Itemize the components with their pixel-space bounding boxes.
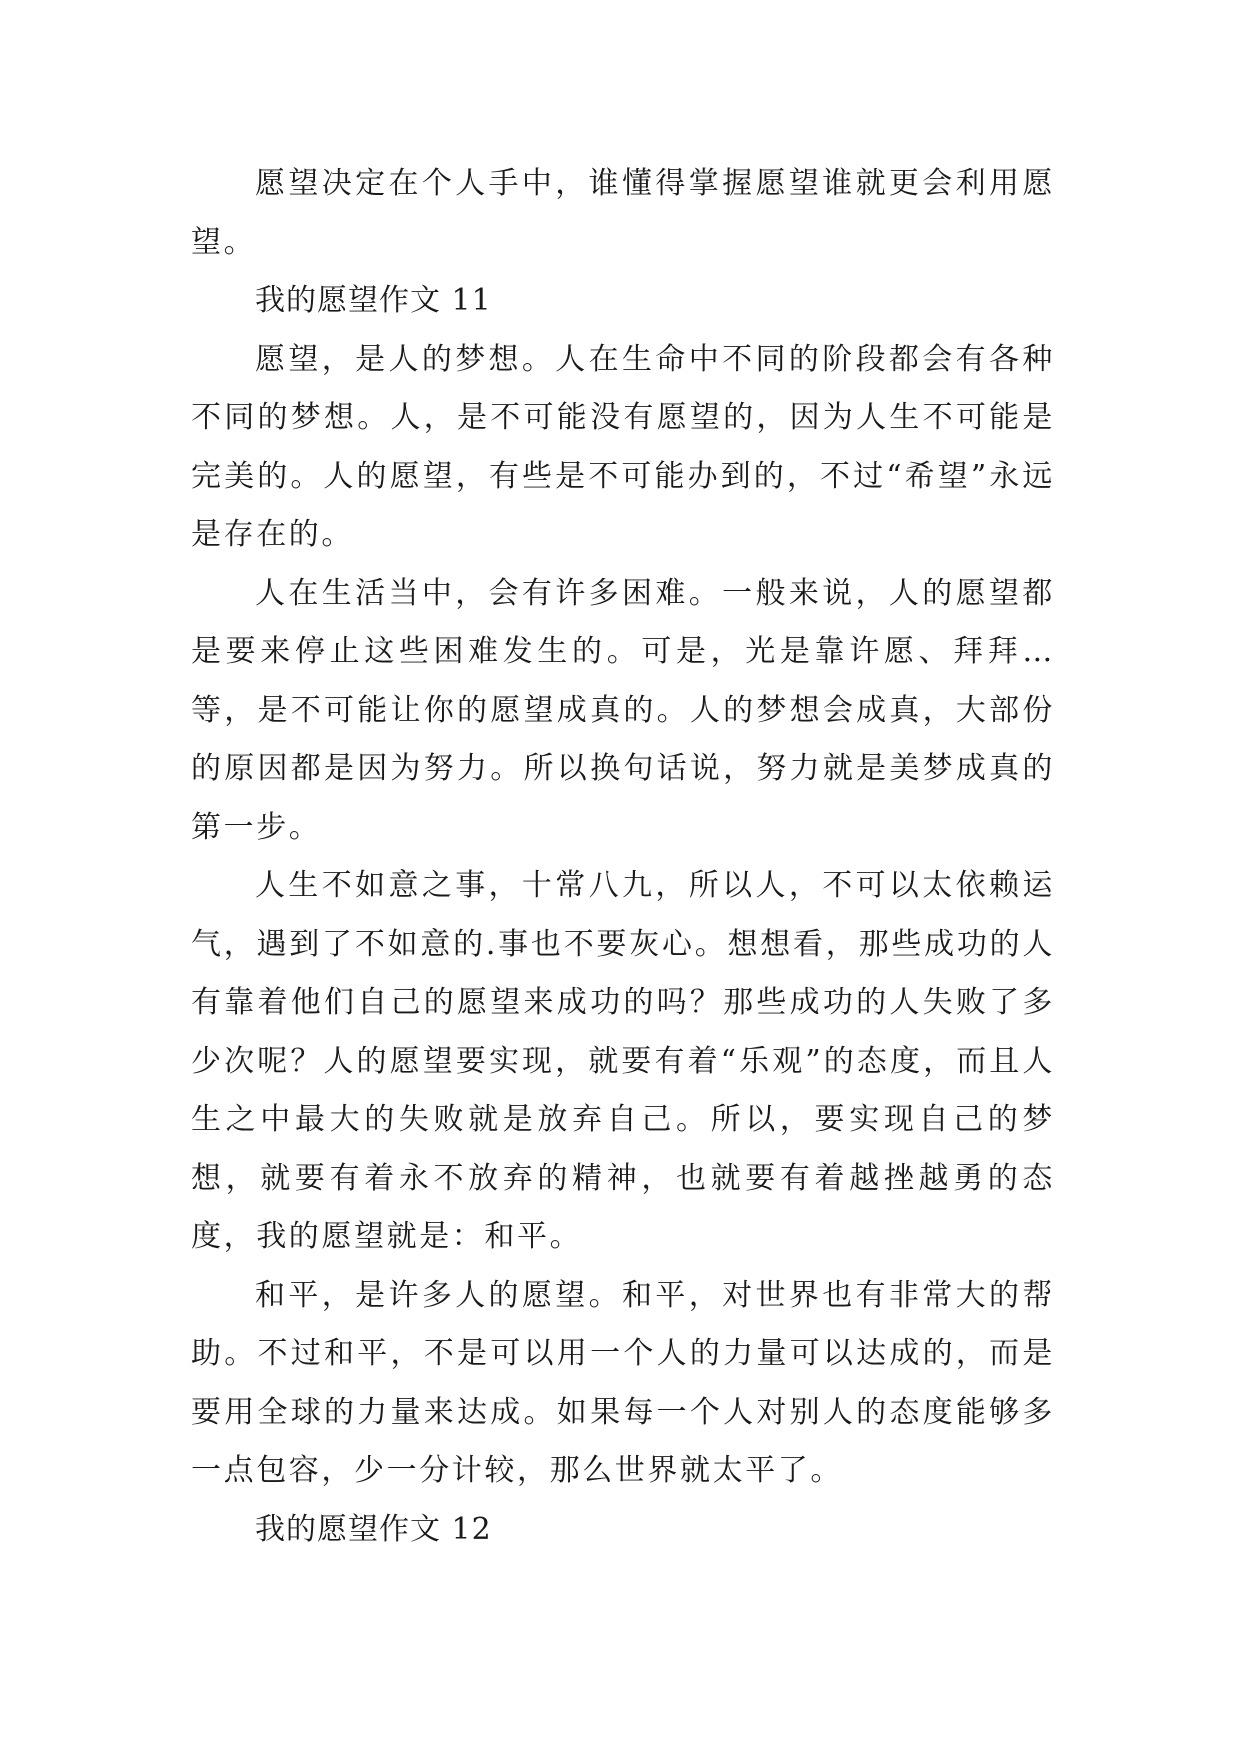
paragraph: 愿望决定在个人手中，谁懂得掌握愿望谁就更会利用愿望。	[191, 166, 1055, 260]
paragraph: 人生不如意之事，十常八九，所以人，不可以太依赖运气，遇到了不如意的.事也不要灰心。想想看，那些成功的人有靠着他们自己的愿望来成功的吗？那些成功的人失败了多少次呢？人的愿望要实现，就要有着“乐观”的态度，而且人生之中最大的失败就是放弃自己。所以，要实现自己的梦想，就要有着永不放弃的精神，也就要有着越挫越勇的态度，我的愿望就是：和平。	[191, 868, 1055, 1254]
essay-heading: 我的愿望作文 12	[255, 1511, 492, 1547]
essay-heading: 我的愿望作文 11	[255, 283, 492, 318]
paragraph: 和平，是许多人的愿望。和平，对世界也有非常大的帮助。不过和平，不是可以用一个人的力量可以达成的，而是要用全球的力量来达成。如果每一个人对别人的态度能够多一点包容，少一分计较，那么世界就太平了。	[191, 1277, 1055, 1488]
paragraph: 愿望，是人的梦想。人在生命中不同的阶段都会有各种不同的梦想。人，是不可能没有愿望的，因为人生不可能是完美的。人的愿望，有些是不可能办到的，不过“希望”永远是存在的。	[191, 341, 1055, 552]
paragraph: 人在生活当中，会有许多困难。一般来说，人的愿望都是要来停止这些困难发生的。可是，光是靠许愿、拜拜…等，是不可能让你的愿望成真的。人的梦想会成真，大部份的原因都是因为努力。所以换句话说，努力就是美梦成真的第一步。	[191, 575, 1055, 845]
document-body	[191, 155, 1055, 1559]
